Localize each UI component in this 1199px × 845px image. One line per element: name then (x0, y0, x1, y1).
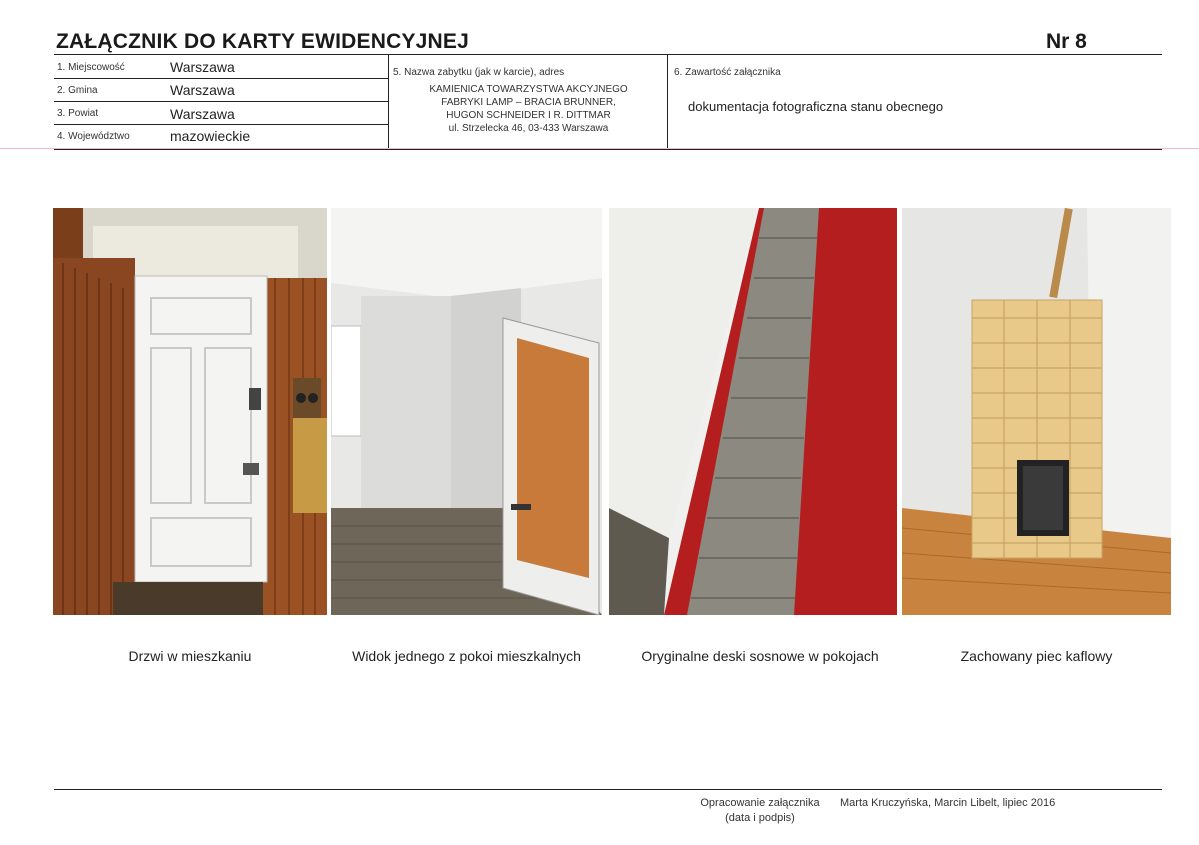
field-label-powiat: 3. Powiat (57, 108, 99, 119)
field-value-gmina: Warszawa (170, 82, 235, 98)
door-photo-image (53, 208, 327, 615)
field-value-powiat: Warszawa (170, 106, 235, 122)
photo-tiled-stove (902, 208, 1171, 615)
footer-rule (54, 789, 1162, 790)
photo-floorboards (609, 208, 897, 615)
footer-prepared-label (680, 796, 840, 826)
field-rule-3 (54, 124, 388, 125)
column-divider-1 (388, 55, 389, 149)
field-value-wojewodztwo: mazowieckie (170, 128, 251, 144)
attachment-number: Nr 8 (1046, 30, 1087, 53)
photo-room (331, 208, 602, 615)
monument-address: ul. Strzelecka 46, 03-433 Warszawa (448, 123, 609, 134)
scan-edge-line (0, 148, 1199, 149)
header-bottom-rule (54, 149, 1162, 150)
monument-label: 5. Nazwa zabytku (jak w karcie), adres (393, 67, 565, 78)
contents-value: dokumentacja fotograficzna stanu obecnego (688, 99, 944, 114)
field-value-miejscowosc: Warszawa (170, 59, 235, 75)
footer-prepared-label-line-2: (data i podpis) (725, 812, 795, 824)
footer-authors-date: Marta Kruczyńska, Marcin Libelt, lipiec 2016 (840, 797, 1056, 809)
caption-tiled-stove: Zachowany piec kaflowy (960, 648, 1113, 664)
field-rule-2 (54, 101, 388, 102)
field-rule-1 (54, 78, 388, 79)
header-top-rule (54, 54, 1162, 55)
field-label-gmina: 2. Gmina (57, 85, 98, 96)
room-photo-image (331, 208, 602, 615)
caption-room: Widok jednego z pokoi mieszkalnych (352, 648, 581, 664)
contents-label: 6. Zawartość załącznika (674, 67, 781, 78)
field-label-miejscowosc: 1. Miejscowość (57, 62, 125, 73)
footer-prepared-label-line-1: Opracowanie załącznika (700, 797, 820, 809)
floor-photo-image (609, 208, 897, 615)
monument-name-line-1: KAMIENICA TOWARZYSTWA AKCYJNEGO (429, 84, 628, 95)
caption-floorboards: Oryginalne deski sosnowe w pokojach (641, 648, 879, 664)
field-label-wojewodztwo: 4. Województwo (57, 131, 130, 142)
monument-name-line-3: HUGON SCHNEIDER I R. DITTMAR (446, 110, 611, 121)
stove-photo-image (902, 208, 1171, 615)
caption-door: Drzwi w mieszkaniu (128, 648, 252, 664)
photo-door (53, 208, 327, 615)
monument-name-line-2: FABRYKI LAMP – BRACIA BRUNNER, (441, 97, 616, 108)
column-divider-2 (667, 55, 668, 149)
document-title: ZAŁĄCZNIK DO KARTY EWIDENCYJNEJ (56, 30, 470, 53)
